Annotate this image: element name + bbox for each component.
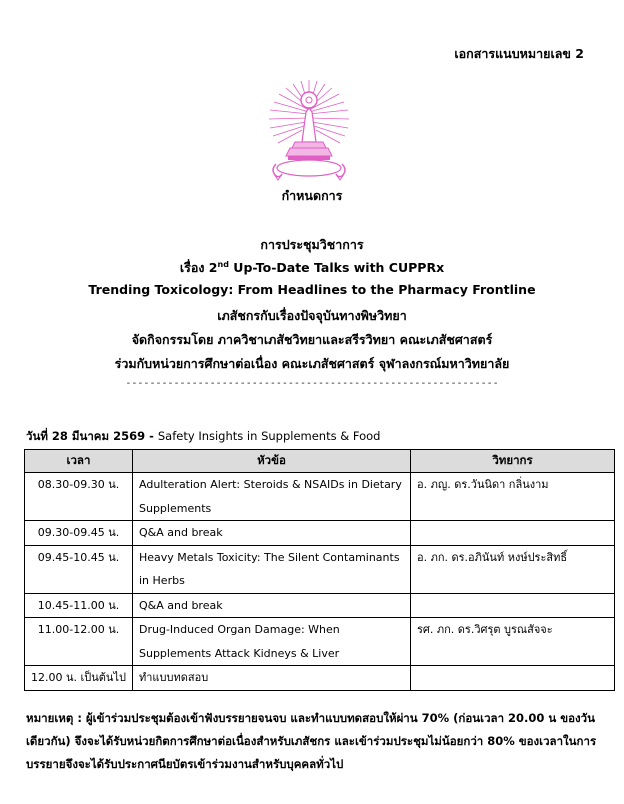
column-header-speaker: วิทยากร [411,450,615,473]
remark-note: หมายเหตุ : ผู้เข้าร่วมประชุมต้องเข้าฟังบรรยายจนจบ และทำแบบทดสอบให้ผ่าน 70% (ก่อนเวลา 20.00 น ของวันเดียวกัน) จึงจะได้รับหน่วยกิตการศึกษาต่อเนื่องสำหรับเภสัชกร และเข้าร่วมประชุมไม่น้อยกว่า 80% ของเวลาในการบรรยายจึงจะได้รับประกาศนียบัตรเข้าร่วมงานสำหรับบุคคลทั่วไป [26,711,597,771]
co-organizer-line: ร่วมกับหน่วยการศึกษาต่อเนื่อง คณะเภสัชศาสตร์ จุฬาลงกรณ์มหาวิทยาลัย [114,356,510,371]
table-row [25,473,615,521]
column-header-time: เวลา [25,450,133,473]
chulalongkorn-emblem-icon [266,78,352,182]
cell-speaker: อ. ภก. ดร.อภินันท์ หงษ์ประสิทธิ์ [411,545,615,593]
schedule-table [24,449,615,691]
cell-time: 09.45-10.45 น. [25,545,133,593]
cell-topic: Drug-Induced Organ Damage: When Supplements Attack Kidneys & Liver [133,618,411,666]
divider-line: -------------------------------------------------------------- [125,378,499,389]
cell-speaker: รศ. ภก. ดร.วิศรุต บูรณสัจจะ [411,618,615,666]
table-header-row [25,450,615,473]
conference-type: การประชุมวิชาการ [260,237,364,252]
cell-topic: ทำแบบทดสอบ [133,666,411,691]
cell-time: 12.00 น. เป็นต้นไป [25,666,133,691]
conference-subtitle-en: Trending Toxicology: From Headlines to the Pharmacy Frontline [88,282,536,297]
day-heading [26,428,380,446]
cell-speaker [411,521,615,546]
cell-speaker [411,593,615,618]
cell-time: 10.45-11.00 น. [25,593,133,618]
column-header-topic: หัวข้อ [133,450,411,473]
cell-topic: Heavy Metals Toxicity: The Silent Contaminants in Herbs [133,545,411,593]
conference-title [0,258,624,278]
cell-topic: Q&A and break [133,593,411,618]
day-theme: Safety Insights in Supplements & Food [157,429,381,443]
cell-speaker: อ. ภญ. ดร.วันนิดา กลิ่นงาม [411,473,615,521]
table-row [25,593,615,618]
ordinal-suffix: nd [217,259,229,269]
day-date: วันที่ 28 มีนาคม 2569 [26,429,146,443]
cell-topic: Q&A and break [133,521,411,546]
cell-time: 08.30-09.30 น. [25,473,133,521]
conference-title-suffix: Up-To-Date Talks with CUPPRx [228,260,445,275]
cell-time: 11.00-12.00 น. [25,618,133,666]
table-row [25,545,615,593]
cell-speaker [411,666,615,691]
table-row [25,618,615,666]
table-row [25,521,615,546]
table-row [25,666,615,691]
cell-topic: Adulteration Alert: Steroids & NSAIDs in Dietary Supplements [133,473,411,521]
day-separator: - [145,429,158,443]
schedule-heading: กำหนดการ [281,188,343,203]
cell-time: 09.30-09.45 น. [25,521,133,546]
attachment-number-label: เอกสารแนบหมายเลข 2 [454,46,584,61]
organizer-line: จัดกิจกรรมโดย ภาควิชาเภสัชวิทยาและสรีรวิทยา คณะเภสัชศาสตร์ [131,332,493,347]
conference-subtitle-th: เภสัชกรกับเรื่องปัจจุบันทางพิษวิทยา [217,308,407,323]
conference-title-prefix: เรื่อง 2 [179,260,218,275]
